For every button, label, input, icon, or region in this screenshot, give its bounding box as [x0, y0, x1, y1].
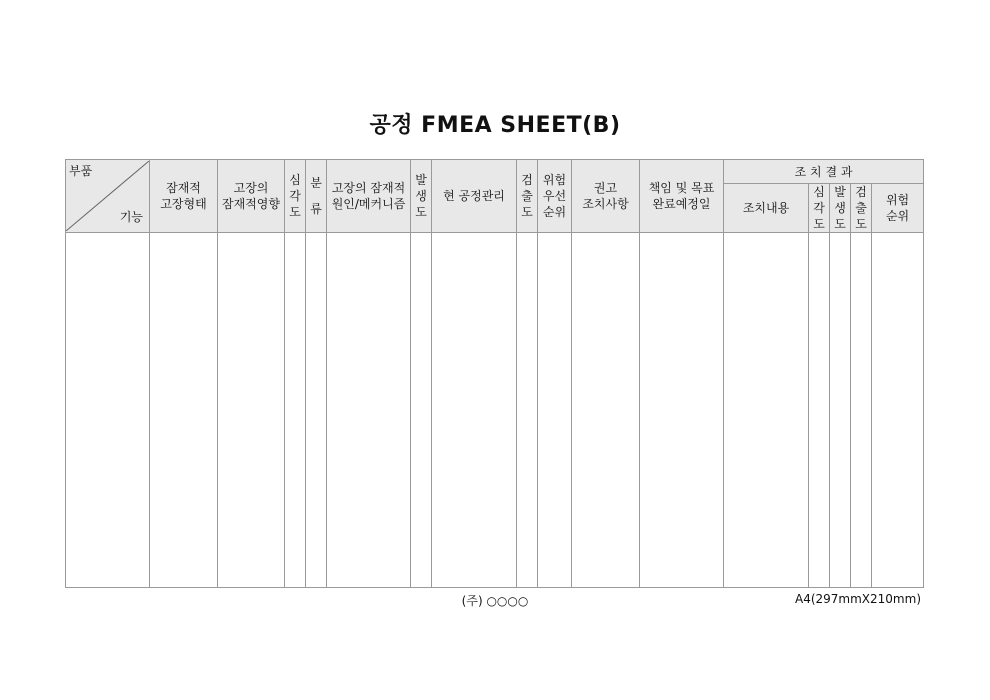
failure-effect-line1: 고장의 [233, 181, 269, 195]
result-severity-char: 각 [813, 201, 825, 215]
result-occurrence-char: 생 [834, 201, 846, 215]
recommended-action-header [572, 160, 640, 233]
severity-char: 도 [289, 205, 301, 219]
cell-rpn[interactable] [538, 233, 572, 588]
part-label: 부품 [69, 164, 93, 178]
result-severity-char: 도 [813, 217, 825, 231]
cell-result-severity[interactable] [809, 233, 830, 588]
responsibility-line1: 책임 및 목표 [648, 181, 715, 195]
company-name: (주) ○○○○ [461, 594, 529, 608]
detection-char: 도 [521, 205, 533, 219]
paper-size: A4(297mmX210mm) [795, 592, 921, 606]
occurrence-char: 발 [415, 173, 427, 187]
cell-recommended-action[interactable] [572, 233, 640, 588]
severity-header [285, 160, 306, 233]
part-function-header [66, 160, 150, 233]
action-taken-header: 조치내용 [724, 184, 809, 233]
cell-failure-effect[interactable] [218, 233, 285, 588]
result-detection-char: 도 [855, 217, 867, 231]
detection-char: 출 [521, 189, 533, 203]
failure-mode-header [150, 160, 218, 233]
failure-cause-line2: 원인/메커니즘 [331, 197, 406, 211]
detection-char: 검 [521, 173, 533, 187]
result-occurrence-char: 도 [834, 217, 846, 231]
classification-char: 분 [310, 176, 322, 190]
result-rpn-header [872, 184, 924, 233]
cell-severity[interactable] [285, 233, 306, 588]
result-occurrence-char: 발 [834, 185, 846, 199]
rpn-line: 순위 [542, 205, 567, 219]
result-rpn-line: 위험 [885, 193, 910, 207]
cell-result-rpn[interactable] [872, 233, 924, 588]
rpn-header [538, 160, 572, 233]
occurrence-char: 도 [415, 205, 427, 219]
cell-result-detection[interactable] [851, 233, 872, 588]
result-detection-header [851, 184, 872, 233]
classification-char: 류 [310, 202, 322, 216]
cell-classification[interactable] [306, 233, 327, 588]
cell-failure-mode[interactable] [150, 233, 218, 588]
current-control-header: 현 공정관리 [432, 160, 517, 233]
failure-effect-line2: 잠재적영향 [222, 197, 280, 211]
action-results-header: 조 치 결 과 [724, 160, 924, 184]
occurrence-header [411, 160, 432, 233]
failure-cause-header [327, 160, 411, 233]
result-detection-char: 출 [855, 201, 867, 215]
responsibility-header [640, 160, 724, 233]
result-occurrence-header [830, 184, 851, 233]
detection-header [517, 160, 538, 233]
result-detection-char: 검 [855, 185, 867, 199]
fmea-table [65, 159, 924, 588]
rpn-line: 우선 [542, 189, 567, 203]
cell-detection[interactable] [517, 233, 538, 588]
failure-mode-line2: 고장형태 [160, 197, 207, 211]
classification-header [306, 160, 327, 233]
recommended-action-line2: 조치사항 [582, 197, 629, 211]
recommended-action-line1: 권고 [593, 181, 618, 195]
result-severity-char: 심 [813, 185, 825, 199]
cell-current-control[interactable] [432, 233, 517, 588]
rpn-line: 위험 [542, 173, 567, 187]
cell-occurrence[interactable] [411, 233, 432, 588]
failure-cause-line1: 고장의 잠재적 [331, 181, 406, 195]
result-rpn-line: 순위 [885, 209, 910, 223]
table-row [66, 233, 924, 588]
cell-responsibility[interactable] [640, 233, 724, 588]
cell-failure-cause[interactable] [327, 233, 411, 588]
page-title: 공정 FMEA SHEET(B) [369, 113, 621, 138]
failure-effect-header [218, 160, 285, 233]
cell-part-function[interactable] [66, 233, 150, 588]
responsibility-line2: 완료예정일 [652, 197, 711, 211]
occurrence-char: 생 [415, 189, 427, 203]
result-severity-header [809, 184, 830, 233]
cell-action-taken[interactable] [724, 233, 809, 588]
severity-char: 심 [289, 173, 301, 187]
severity-char: 각 [289, 189, 301, 203]
function-label: 기능 [119, 210, 143, 224]
failure-mode-line1: 잠재적 [166, 181, 201, 195]
cell-result-occurrence[interactable] [830, 233, 851, 588]
